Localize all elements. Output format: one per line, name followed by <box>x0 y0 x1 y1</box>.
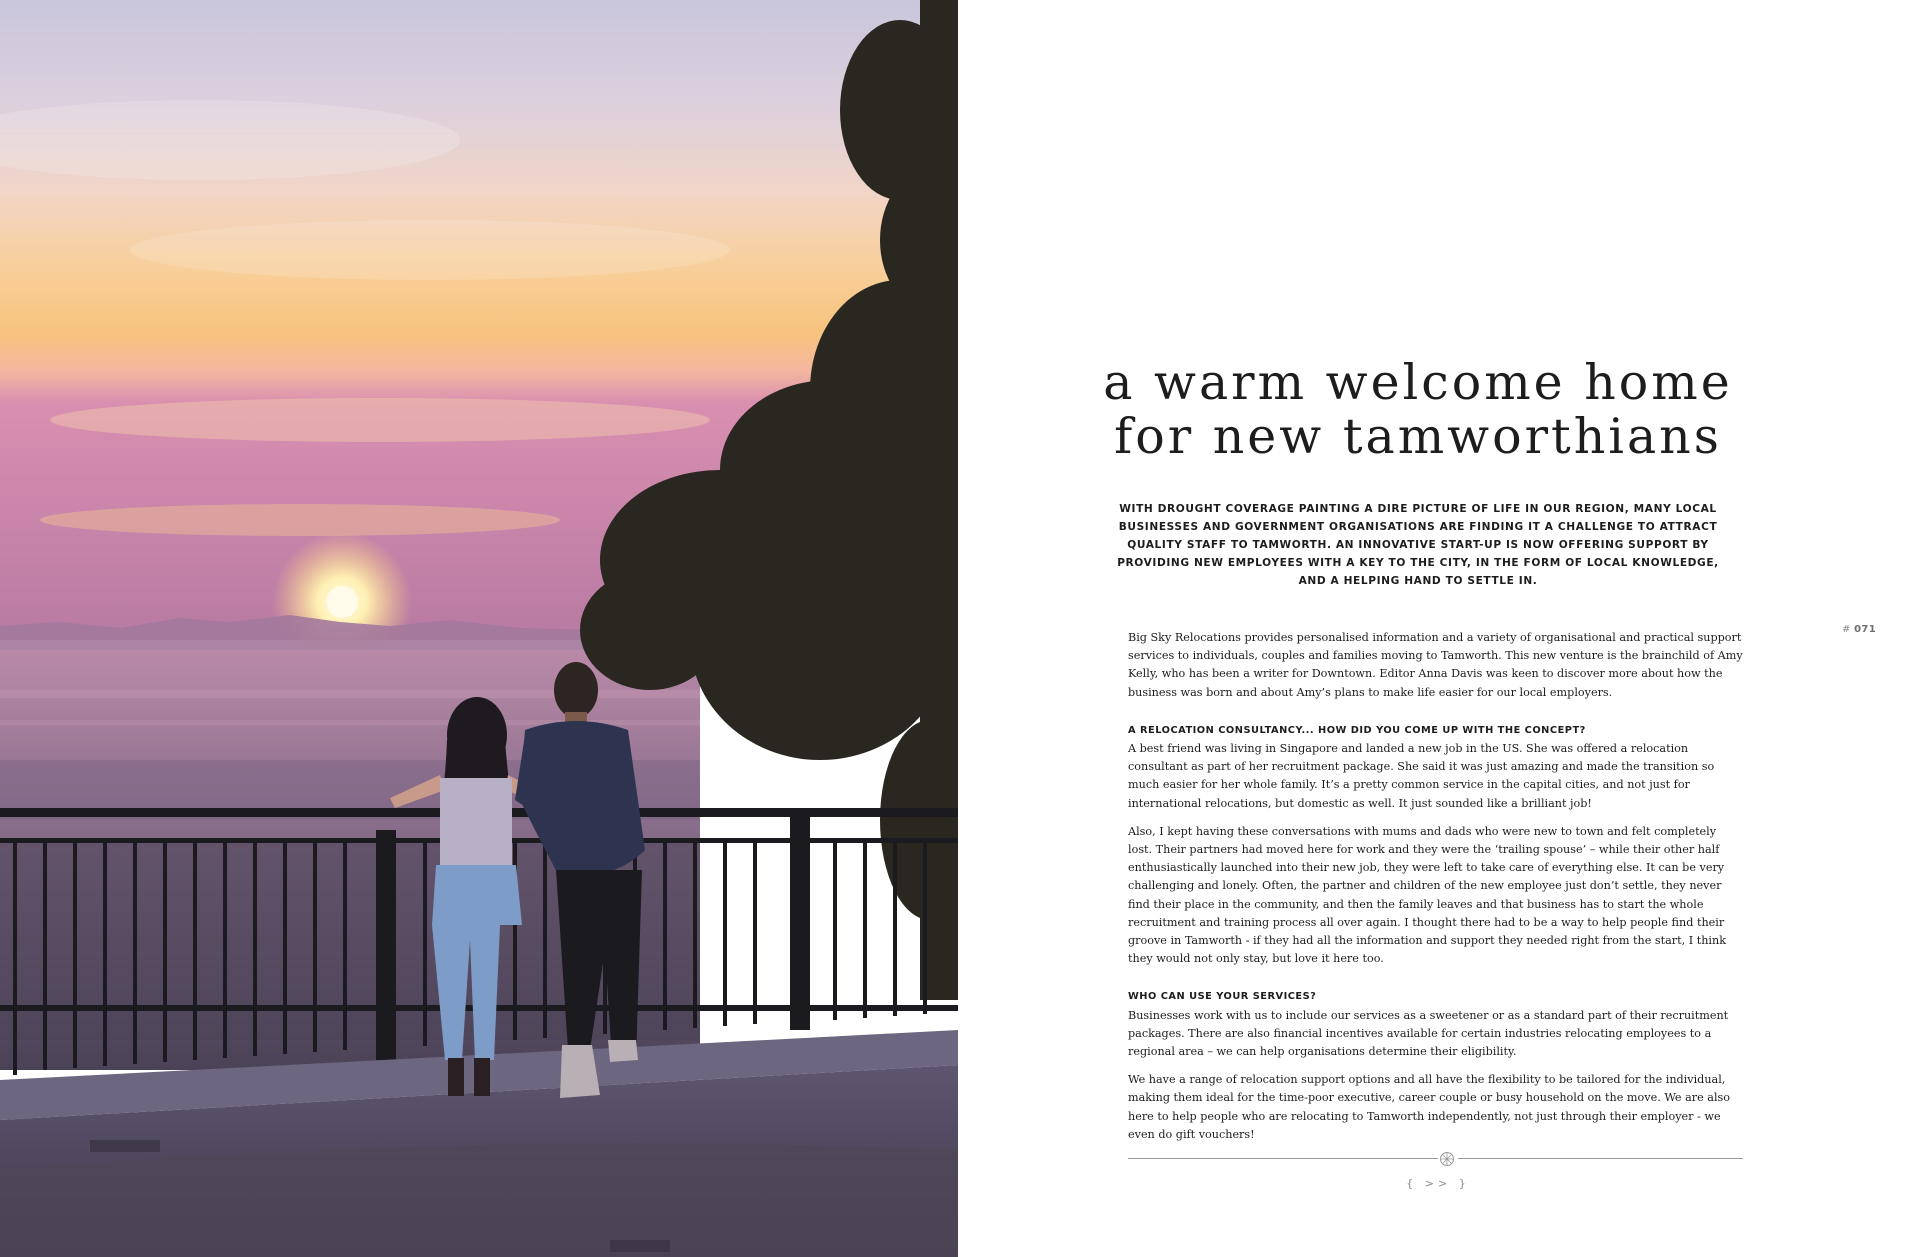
question-heading-1: A RELOCATION CONSULTANCY... HOW DID YOU COME UP WITH THE CONCEPT? <box>1128 724 1586 736</box>
answer-2-paragraph-2: We have a range of relocation support options and all have the flexibility to be tailored for the individual, making them ideal for the time-poor executive, career couple or busy household on the move. We are also here to help people who are relocating to Tamworth independently, not just through their employer - we even do gift vouchers! <box>1128 1073 1731 1141</box>
title-line-1: a warm welcome home <box>1103 354 1733 411</box>
page-number-prefix: # <box>1842 624 1855 635</box>
article-body <box>1128 629 1743 1154</box>
flower-ornament-icon <box>1438 1150 1456 1168</box>
answer-1-paragraph-1: A best friend was living in Singapore and landed a new job in the US. She was offered a relocation consultant as part of her recruitment package. She said it was just amazing and made the transition so much easier for her whole family. It’s a pretty common service in the capital cities, and not just for international relocations, but domestic as well. It just sounded like a brilliant job! <box>1128 742 1715 810</box>
intro-paragraph: Big Sky Relocations provides personalised information and a variety of organisational and practical support services to individuals, couples and families moving to Tamworth. This new venture is the brainchild of Amy Kelly, who has been a writer for Downtown. Editor Anna Davis was keen to discover more about how the business was born and about Amy’s plans to make life easier for our local employers. <box>1128 631 1743 699</box>
footer-rule-left <box>1128 1158 1438 1159</box>
page-number <box>1842 624 1876 635</box>
standfirst: WITH DROUGHT COVERAGE PAINTING A DIRE PICTURE OF LIFE IN OUR REGION, MANY LOCAL BUSINESSES AND GOVERNMENT ORGANISATIONS ARE FINDING IT A CHALLENGE TO ATTRACT QUALITY STAFF TO TAMWORTH. AN INNOVATIVE START-UP IS NOW OFFERING SUPPORT BY PROVIDING NEW EMPLOYEES WITH A KEY TO THE CITY, IN THE FORM OF LOCAL KNOWLEDGE, AND A HELPING HAND TO SETTLE IN. <box>1117 503 1719 587</box>
footer-rule-right <box>1458 1158 1743 1159</box>
next-page-mark: { >> } <box>1406 1177 1470 1190</box>
title-line-2: for new tamworthians <box>1114 408 1722 465</box>
article-title <box>1088 356 1748 464</box>
answer-1-paragraph-2: Also, I kept having these conversations with mums and dads who were new to town and felt completely lost. Their partners had moved here for work and they were the ‘trailing spouse’ – while their other half enthusiastically launched into their new job, they were left to take care of everything else. It can be very challenging and lonely. Often, the partner and children of the new employee just don’t settle, they never find their place in the community, and then the family leaves and that business has to start the whole recruitment and training process all over again. I thought there had to be a way to help people find their groove in Tamworth - if they had all the information and support they needed right from the start, I think they would not only stay, but love it here too. <box>1128 824 1726 966</box>
answer-2-paragraph-1: Businesses work with us to include our services as a sweetener or as a standard part of their recruitment packages. There are also financial incentives available for certain industries relocating employees to a regional area – we can help organisations determine their eligibility. <box>1128 1008 1729 1059</box>
question-heading-2: WHO CAN USE YOUR SERVICES? <box>1128 991 1317 1003</box>
hero-photo <box>0 0 958 1257</box>
sunset-lookout-illustration <box>0 0 958 1257</box>
page-number-value: 071 <box>1854 624 1876 635</box>
article-page <box>958 0 1920 1257</box>
